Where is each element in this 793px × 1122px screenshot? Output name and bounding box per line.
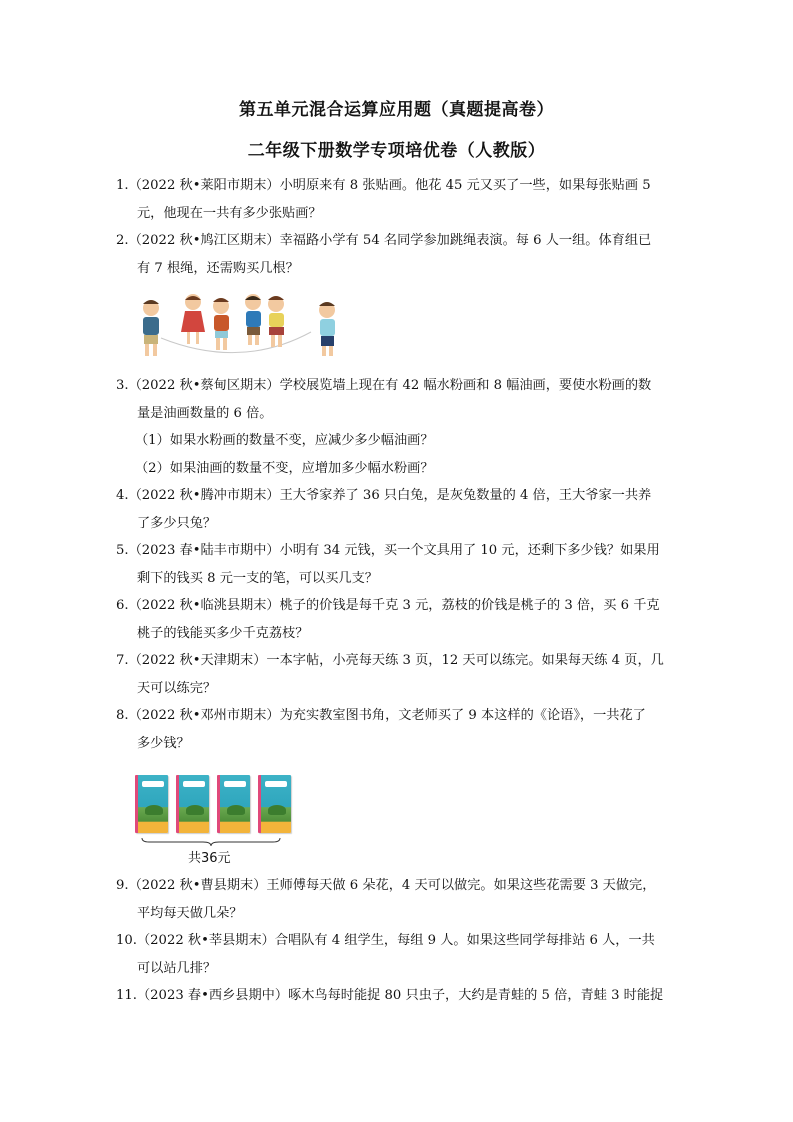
question-9	[116, 872, 706, 927]
question-text: 9.（2022 秋•曹县期末）王师傅每天做 6 朵花，4 天可以做完。如果这些花需要 3 天做完，	[116, 878, 656, 893]
question-7	[116, 647, 706, 702]
document-title: 第五单元混合运算应用题（真题提高卷）	[239, 100, 554, 120]
question-text: 2.（2022 秋•鸠江区期末）幸福路小学有 54 名同学参加跳绳表演。每 6 人一组。体育组已	[116, 233, 652, 248]
question-text: 了多少只兔？	[137, 515, 217, 531]
question-text: 10.（2022 秋•莘县期末）合唱队有 4 组学生，每组 9 人。如果这些同学每排站 6 人，一共	[116, 933, 655, 948]
question-text: 元，他现在一共有多少张贴画？	[137, 205, 322, 221]
question-text: 5.（2023 春•陆丰市期中）小明有 34 元钱，买一个文具用了 10 元，还剩下多少钱？如果用	[116, 543, 660, 558]
question-text: 平均每天做几朵？	[137, 905, 243, 921]
question-text: 11.（2023 春•西乡县期中）啄木鸟每时能捉 80 只虫子，大约是青蛙的 5 倍，青蛙 3 时能捉	[116, 988, 664, 1003]
question-text: 多少钱？	[137, 735, 190, 751]
curly-brace-icon	[141, 837, 281, 847]
total-price-label: 共36元	[188, 851, 231, 866]
question-text: 4.（2022 秋•腾冲市期末）王大爷家养了 36 只白兔，是灰兔数量的 4 倍，王大爷家一共养	[116, 488, 652, 503]
book-cover-icon	[176, 775, 209, 833]
sub-question-1: （1）如果水粉画的数量不变，应减少多少幅油画？	[135, 433, 434, 448]
question-text: 6.（2022 秋•临洮县期末）桃子的价钱是每千克 3 元，荔枝的价钱是桃子的 3 倍，买 6 千克	[116, 598, 660, 613]
question-11	[116, 982, 706, 1010]
book-cover-icon	[135, 775, 168, 833]
book-cover-icon	[258, 775, 291, 833]
question-text: 天可以练完？	[137, 680, 217, 696]
sub-question-2: （2）如果油画的数量不变，应增加多少幅水粉画？	[135, 460, 434, 476]
question-3	[116, 372, 706, 482]
question-1	[116, 172, 706, 227]
question-8	[116, 702, 706, 757]
question-text: 桃子的钱能买多少千克荔枝？	[137, 625, 309, 641]
question-10	[116, 927, 706, 982]
question-text: 剩下的钱买 8 元一支的笔，可以买几支？	[137, 570, 378, 586]
question-text: 7.（2022 秋•天津期末）一本字帖，小亮每天练 3 页，12 天可以练完。如果每天练 4 页，几	[116, 653, 664, 668]
question-text: 8.（2022 秋•邓州市期末）为充实教室图书角，文老师买了 9 本这样的《论语》，一共花了	[116, 708, 646, 723]
question-text: 可以站几排？	[137, 960, 217, 976]
question-text: 量是油画数量的 6 倍。	[137, 405, 273, 421]
question-text: 有 7 根绳，还需购买几根？	[137, 260, 299, 276]
question-6	[116, 592, 706, 647]
question-5	[116, 537, 706, 592]
question-text: 1.（2022 秋•莱阳市期末）小明原来有 8 张贴画。他花 45 元又买了一些，如果每张贴画 5	[116, 178, 651, 193]
question-2	[116, 227, 706, 282]
question-4	[116, 482, 706, 537]
question-text: 3.（2022 秋•蔡甸区期末）学校展览墙上现在有 42 幅水粉画和 8 幅油画，要使水粉画的数	[116, 378, 652, 393]
document-subtitle: 二年级下册数学专项培优卷（人教版）	[247, 141, 546, 161]
books-illustration	[133, 775, 288, 865]
book-cover-icon	[217, 775, 250, 833]
jump-rope-children-illustration	[131, 290, 351, 362]
